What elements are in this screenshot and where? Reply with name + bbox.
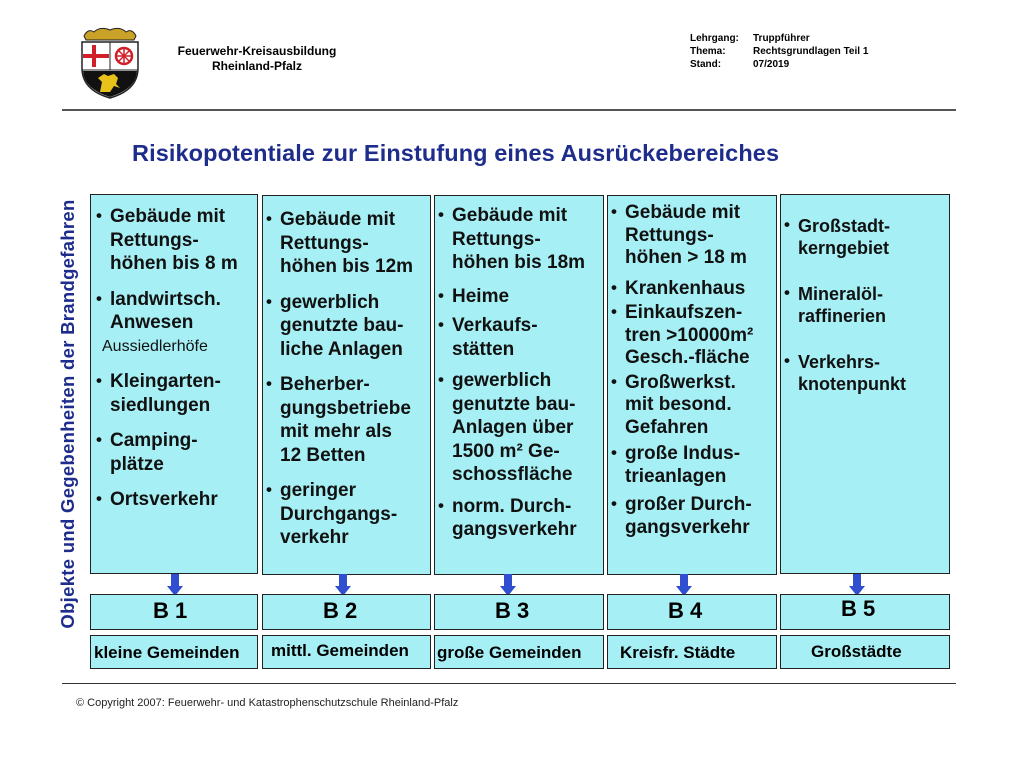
risk-item: • Beherber- gungsbetriebe mit mehr als 12 Betten: [263, 373, 430, 467]
area-box-b4: [607, 635, 777, 669]
page-title: Risikopotentiale zur Einstufung eines Ausrückebereiches: [132, 140, 780, 166]
risk-item-sub: Aussiedlerhöfe: [102, 337, 208, 355]
risk-column-b2: [262, 195, 431, 575]
risk-item: • Verkaufs- stätten: [435, 314, 603, 361]
risk-item: • großer Durch- gangsverkehr: [608, 494, 776, 539]
risk-item: • Großwerkst. mit besond. Gefahren: [608, 372, 776, 440]
area-label: Kreisfr. Städte: [620, 643, 736, 662]
class-label: B 1: [153, 598, 188, 623]
class-label: B 4: [668, 598, 703, 623]
risk-item: • geringer Durchgangs- verkehr: [263, 479, 430, 550]
organization-name: [150, 44, 364, 74]
area-label: Großstädte: [811, 642, 902, 661]
risk-item: • norm. Durch- gangsverkehr: [435, 495, 603, 542]
class-box-b4: [607, 594, 777, 630]
risk-list: [263, 208, 430, 550]
class-box-b3: [434, 594, 604, 630]
meta-row-topic: [690, 45, 868, 58]
risk-column-b3: [434, 195, 604, 575]
risk-item: • Heime: [435, 285, 603, 309]
meta-row-course: [690, 32, 868, 45]
class-label: B 5: [841, 596, 876, 621]
risk-item: • Einkaufszen- tren >10000m² Gesch.-fläche: [608, 302, 776, 370]
rheinland-pfalz-crest-icon: [78, 26, 142, 100]
risk-list: [781, 215, 949, 395]
risk-list: [608, 202, 776, 539]
risk-item: • Großstadt- kerngebiet: [781, 215, 949, 259]
risk-column-b5: [780, 194, 950, 574]
area-box-b3: [434, 635, 604, 669]
meta-row-date: [690, 58, 868, 71]
area-box-b2: [262, 635, 431, 669]
meta-value: 07/2019: [753, 59, 790, 70]
vertical-axis-label: Objekte und Gegebenheiten der Brandgefahren: [57, 199, 78, 629]
risk-item: • Krankenhaus: [608, 278, 776, 301]
risk-item: • Gebäude mit Rettungs- höhen bis 12m: [263, 208, 430, 279]
arrow-down-icon: [335, 574, 351, 596]
meta-key: Stand:: [690, 59, 722, 70]
course-meta: [690, 32, 868, 71]
area-box-b1: [90, 635, 258, 669]
risk-item: • Verkehrs- knotenpunkt: [781, 351, 949, 395]
risk-column-b1: [90, 194, 258, 574]
area-label: kleine Gemeinden: [94, 643, 240, 662]
risk-item: • Gebäude mit Rettungs- höhen > 18 m: [608, 202, 776, 270]
risk-item: • Mineralöl- raffinerien: [781, 283, 949, 327]
class-box-b2: [262, 594, 431, 630]
area-label: mittl. Gemeinden: [271, 641, 409, 660]
risk-list: [93, 205, 257, 512]
risk-item: • große Indus- trieanlagen: [608, 443, 776, 488]
arrow-down-icon: [849, 574, 865, 596]
risk-column-b4: [607, 195, 777, 575]
risk-item: • Kleingarten- siedlungen: [93, 370, 257, 417]
risk-item: • Gebäude mit Rettungs- höhen bis 8 m: [93, 205, 257, 276]
class-label: B 2: [323, 598, 358, 623]
risk-item: • Camping- plätze: [93, 429, 257, 476]
arrow-down-icon: [676, 574, 692, 596]
arrow-down-icon: [167, 574, 183, 596]
area-label: große Gemeinden: [437, 643, 582, 662]
org-line-2: Rheinland-Pfalz: [211, 59, 302, 73]
header-divider: [62, 109, 956, 111]
class-box-b1: [90, 594, 258, 630]
risk-item: • landwirtsch. Anwesen Aussiedlerhöfe: [93, 288, 257, 359]
class-label: B 3: [495, 598, 530, 623]
meta-value: Truppführer: [753, 33, 810, 44]
risk-item: • Ortsverkehr: [93, 488, 257, 512]
risk-item: • gewerblich genutzte bau- liche Anlagen: [263, 291, 430, 362]
arrow-down-icon: [500, 574, 516, 596]
risk-list: [435, 204, 603, 542]
copyright-notice: © Copyright 2007: Feuerwehr- und Katastrophenschutzschule Rheinland-Pfalz: [76, 697, 459, 709]
footer-divider: [62, 683, 956, 684]
meta-key: Lehrgang:: [690, 33, 739, 44]
risk-item: • gewerblich genutzte bau- Anlagen über 1500 m² Ge- schossfläche: [435, 369, 603, 487]
meta-value: Rechtsgrundlagen Teil 1: [753, 46, 869, 57]
org-line-1: Feuerwehr-Kreisausbildung: [177, 44, 337, 58]
risk-item: • Gebäude mit Rettungs- höhen bis 18m: [435, 204, 603, 275]
meta-key: Thema:: [690, 46, 726, 57]
class-box-b5: [780, 594, 950, 630]
area-box-b5: [780, 635, 950, 669]
